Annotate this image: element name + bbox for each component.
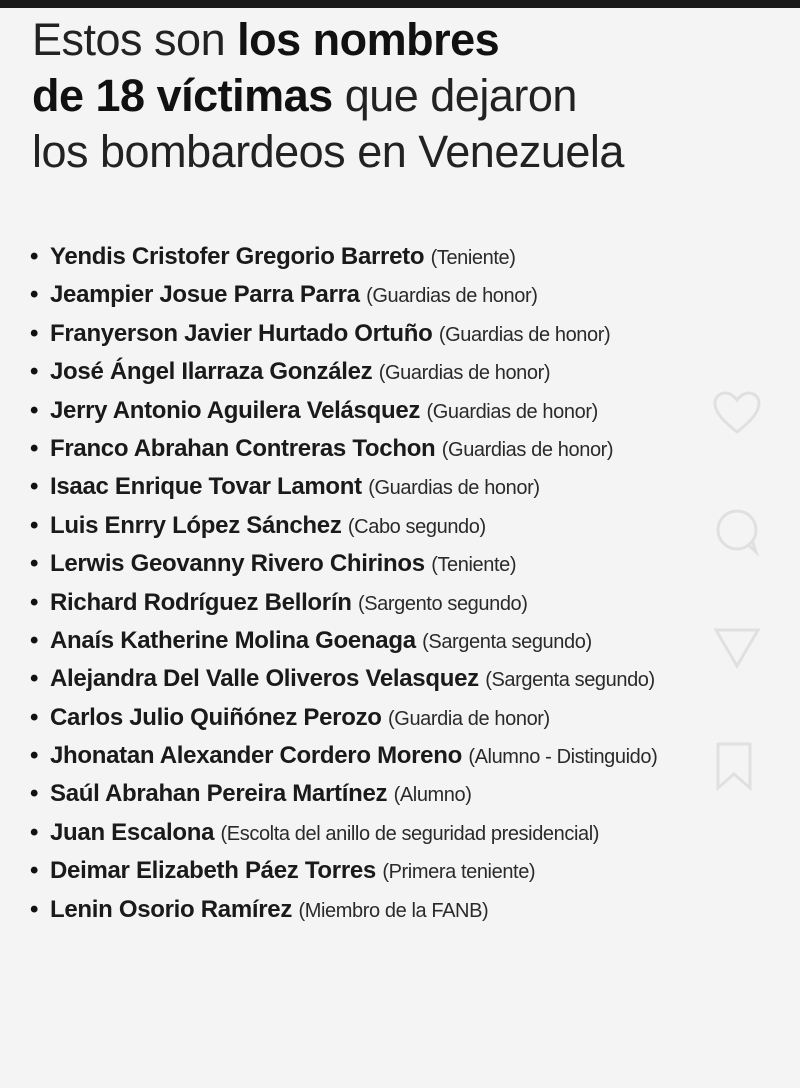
victim-rank: (Teniente) — [431, 554, 517, 577]
headline-line-3: los bombardeos en Venezuela — [32, 126, 624, 177]
victim-name: Juan Escalona — [50, 818, 215, 846]
bullet: • — [30, 857, 39, 885]
bullet: • — [30, 780, 39, 808]
victim-name: Luis Enrry López Sánchez — [50, 511, 342, 539]
victim-name: Jeampier Josue Parra Parra — [50, 281, 360, 309]
victim-item — [30, 276, 800, 314]
victim-item — [30, 392, 800, 430]
bullet: • — [30, 434, 39, 462]
victim-item — [30, 315, 800, 353]
victim-item — [30, 852, 800, 890]
bookmark-icon[interactable] — [712, 740, 756, 792]
bullet: • — [30, 358, 39, 386]
victim-rank: (Guardias de honor) — [366, 285, 538, 308]
victim-rank: (Alumno - Distinguido) — [468, 746, 658, 769]
victim-rank: (Alumno) — [393, 784, 472, 807]
victim-name: Alejandra Del Valle Oliveros Velasquez — [50, 665, 479, 693]
victim-name: Saúl Abrahan Pereira Martínez — [50, 780, 388, 808]
victim-name: Yendis Cristofer Gregorio Barreto — [50, 243, 425, 270]
victim-rank: (Guardias de honor) — [368, 477, 540, 500]
bullet: • — [30, 703, 39, 731]
victim-name: Lenin Osorio Ramírez — [50, 895, 293, 923]
bullet: • — [30, 818, 39, 846]
victim-name: Franco Abrahan Contreras Tochon — [50, 434, 436, 462]
victim-item — [30, 891, 800, 929]
bullet: • — [30, 895, 39, 923]
headline-line-2: de 18 víctimas que dejaron — [32, 70, 577, 121]
victim-rank: (Sargenta segundo) — [422, 630, 592, 653]
bullet: • — [30, 550, 39, 578]
bullet: • — [30, 319, 39, 347]
victim-name: José Ángel Ilarraza González — [50, 358, 373, 386]
bullet: • — [30, 396, 39, 424]
victim-name: Richard Rodríguez Bellorín — [50, 588, 352, 616]
victim-rank: (Sargenta segundo) — [485, 669, 655, 692]
victim-rank: (Miembro de la FANB) — [298, 899, 489, 922]
victim-item — [30, 814, 800, 852]
victim-name: Isaac Enrique Tovar Lamont — [50, 473, 362, 501]
victim-item — [30, 238, 800, 276]
bullet: • — [30, 473, 39, 501]
victim-rank: (Cabo segundo) — [347, 515, 486, 538]
victim-rank: (Guardias de honor) — [426, 400, 598, 423]
victim-rank: (Primera teniente) — [382, 861, 536, 884]
headline-line-1: Estos son los nombres — [32, 14, 500, 65]
victim-item — [30, 622, 800, 660]
victim-name: Franyerson Javier Hurtado Ortuño — [50, 319, 433, 347]
victim-item — [30, 584, 800, 622]
top-bar — [0, 0, 800, 8]
victim-item — [30, 737, 800, 775]
bullet: • — [30, 665, 39, 693]
comment-icon[interactable] — [712, 506, 762, 556]
victim-name: Jhonatan Alexander Cordero Moreno — [50, 742, 462, 770]
victim-rank: (Guardia de honor) — [388, 707, 550, 730]
overlay-icons — [712, 390, 772, 862]
victim-name: Lerwis Geovanny Rivero Chirinos — [50, 550, 425, 578]
bullet: • — [30, 626, 39, 654]
victim-rank: (Guardias de honor) — [441, 438, 614, 461]
victim-item — [30, 545, 800, 583]
victim-item — [30, 430, 800, 468]
victim-item — [30, 507, 800, 545]
bullet: • — [30, 588, 39, 616]
share-icon[interactable] — [712, 626, 762, 670]
victim-rank: (Sargento segundo) — [357, 592, 528, 615]
victim-item — [30, 660, 800, 698]
headline — [32, 12, 772, 180]
victim-item — [30, 699, 800, 737]
victim-item — [30, 775, 800, 813]
victim-name: Jerry Antonio Aguilera Velásquez — [50, 396, 421, 424]
victim-rank: (Guardias de honor) — [438, 323, 611, 346]
victim-item — [30, 468, 800, 506]
victim-list — [30, 238, 800, 929]
victim-name: Deimar Elizabeth Páez Torres — [50, 857, 376, 885]
bullet: • — [30, 742, 39, 770]
victim-item — [30, 353, 800, 391]
bullet: • — [30, 243, 39, 270]
victim-rank: (Guardias de honor) — [378, 362, 551, 385]
bullet: • — [30, 281, 39, 309]
victim-name: Carlos Julio Quiñónez Perozo — [50, 703, 382, 731]
victim-rank: (Escolta del anillo de seguridad presidencial) — [220, 822, 600, 845]
victim-name: Anaís Katherine Molina Goenaga — [50, 626, 416, 654]
heart-icon[interactable] — [712, 390, 762, 436]
bullet: • — [30, 511, 39, 539]
victim-rank: (Teniente) — [430, 247, 516, 269]
